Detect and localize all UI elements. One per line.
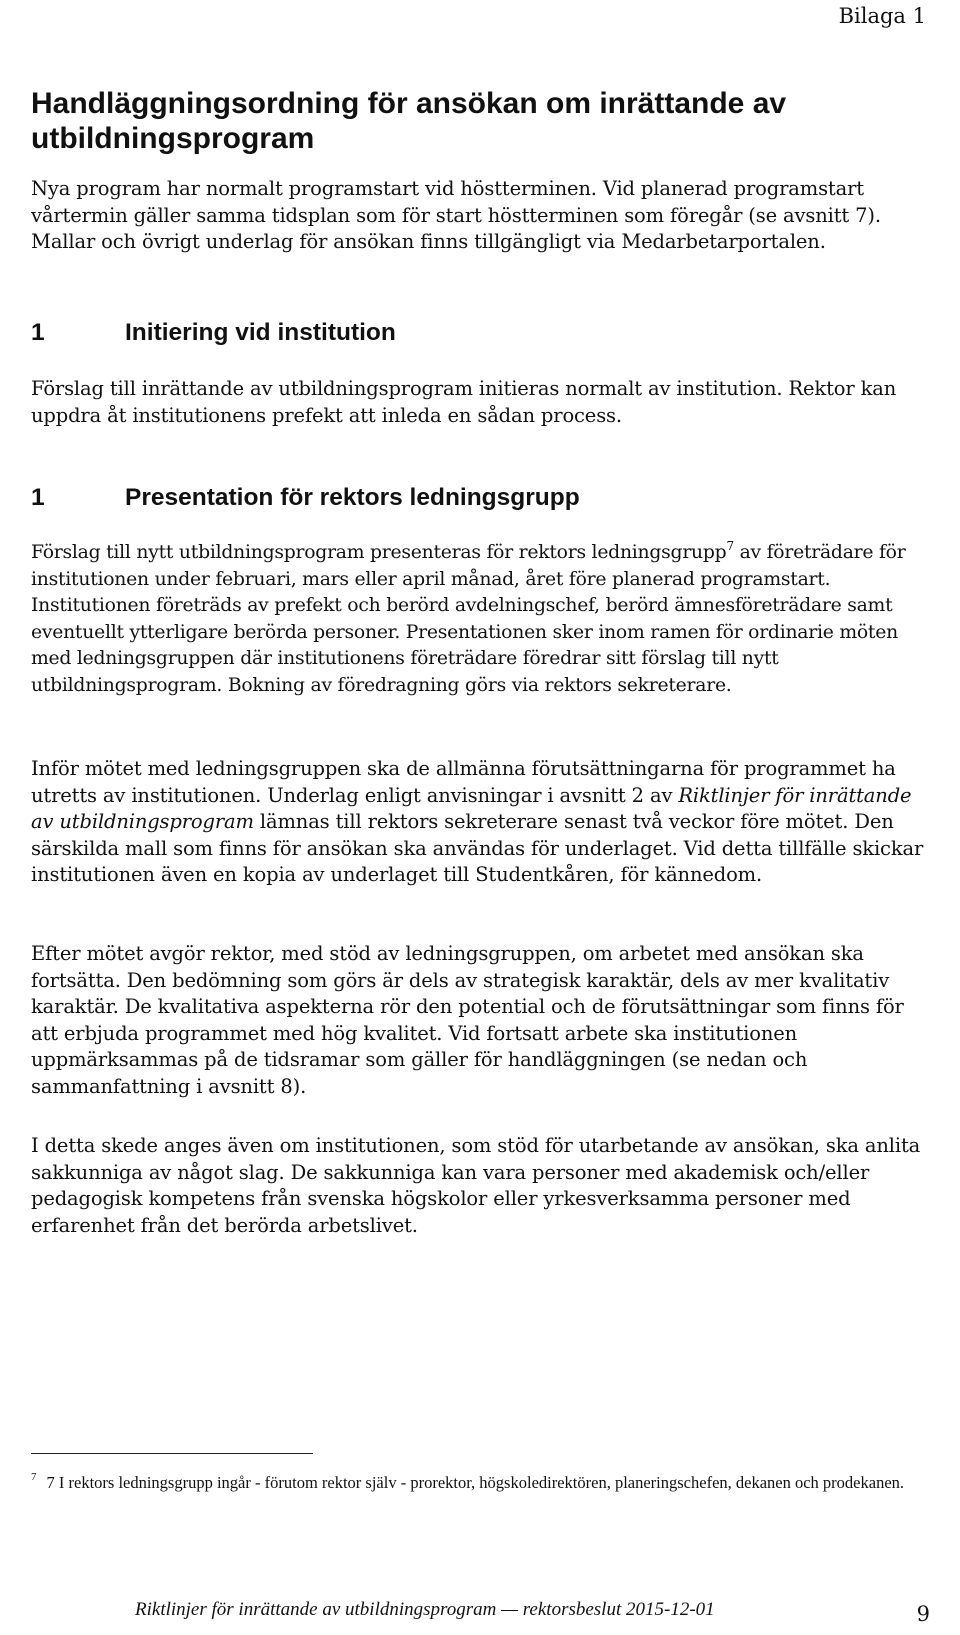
text-run: lämnas till rektors sekreterare senast två veckor före mötet. Den särskilda mall som finns för ansökan ska användas för underlaget. Vid detta tillfälle skickar institutionen även en kopia av underlaget till Studentkåren, för kännedom.	[31, 810, 924, 887]
presentation-paragraph-3: Efter mötet avgör rektor, med stöd av ledningsgruppen, om arbetet med ansökan ska fortsätta. Den bedömning som görs är dels av strategisk karaktär, dels av mer kvalitativ karaktär. De kvalitativa aspekterna rör den potential och de förutsättningar som finns för att erbjuda programmet med hög kvalitet. Vid fortsatt arbete ska institutionen uppmärksammas på de tidsramar som gäller för handläggningen (se nedan och sammanfattning i avsnitt 8).	[31, 942, 904, 1098]
intro-paragraph: Nya program har normalt programstart vid höstterminen. Vid planerad programstart vårtermin gäller samma tidsplan som för start höstterminen som föregår (se avsnitt 7). Mallar och övrigt underlag för ansökan finns tillgängligt via Medarbetarportalen.	[31, 177, 881, 254]
presentation-paragraph-1	[31, 540, 936, 700]
footer-text: Riktlinjer för inrättande av utbildningsprogram — rektorsbeslut 2015-12-01	[135, 1599, 715, 1620]
footnote	[31, 1465, 936, 1495]
section-heading-presentation	[31, 483, 580, 513]
attachment-label: Bilaga 1	[838, 4, 926, 28]
document-reference: Riktlinjer för inrättande av utbildningsprogram	[31, 783, 912, 834]
section-number: 1	[31, 319, 45, 346]
section-number: 1	[31, 484, 45, 511]
footnote-mark: 7	[31, 1471, 37, 1483]
footnote-text: 7 I rektors ledningsgrupp ingår - förutom rektor själv - prorektor, högskoledirektören, planeringschefen, dekanen och prodekanen.	[46, 1473, 905, 1492]
section-initiering-paragraph: Förslag till inrättande av utbildningsprogram initieras normalt av institution. Rektor kan uppdra åt institutionens prefekt att inleda en sådan process.	[31, 377, 897, 427]
presentation-paragraph-4: I detta skede anges även om institutionen, som stöd för utarbetande av ansökan, ska anlita sakkunniga av något slag. De sakkunniga kan vara personer med akademisk och/eller pedagogisk kompetens från svenska högskolor eller yrkesverksamma personer med erfarenhet från det berörda arbetslivet.	[31, 1134, 921, 1237]
footnote-reference[interactable]: 7	[726, 539, 734, 553]
text-run: Förslag till nytt utbildningsprogram presenteras för rektors ledningsgrupp	[31, 542, 727, 563]
page-number: 9	[916, 1602, 930, 1626]
section-title: Presentation för rektors ledningsgrupp	[125, 484, 580, 511]
presentation-paragraph-2	[31, 756, 936, 889]
section-heading-initiering	[31, 318, 396, 348]
footnote-separator	[31, 1453, 313, 1454]
page-title: Handläggningsordning för ansökan om inrättande av utbildningsprogram	[31, 87, 787, 155]
section-title: Initiering vid institution	[125, 319, 396, 346]
text-run: av företrädare för institutionen under februari, mars eller april månad, året före planerad programstart. Institutionen företräds av prefekt och berörd avdelningschef, berörd ämnesföreträdare samt eventuellt ytterligare berörda personer. Presentationen sker inom ramen för ordinarie möten med ledningsgruppen där institutionens företrädare föredrar sitt förslag till nytt utbildningsprogram. Bokning av föredragning görs via rektors sekreterare.	[31, 542, 906, 696]
text-run: Inför mötet med ledningsgruppen ska de allmänna förutsättningarna för programmet ha utretts av institutionen. Underlag enligt anvisningar i avsnitt 2 av	[31, 757, 896, 807]
